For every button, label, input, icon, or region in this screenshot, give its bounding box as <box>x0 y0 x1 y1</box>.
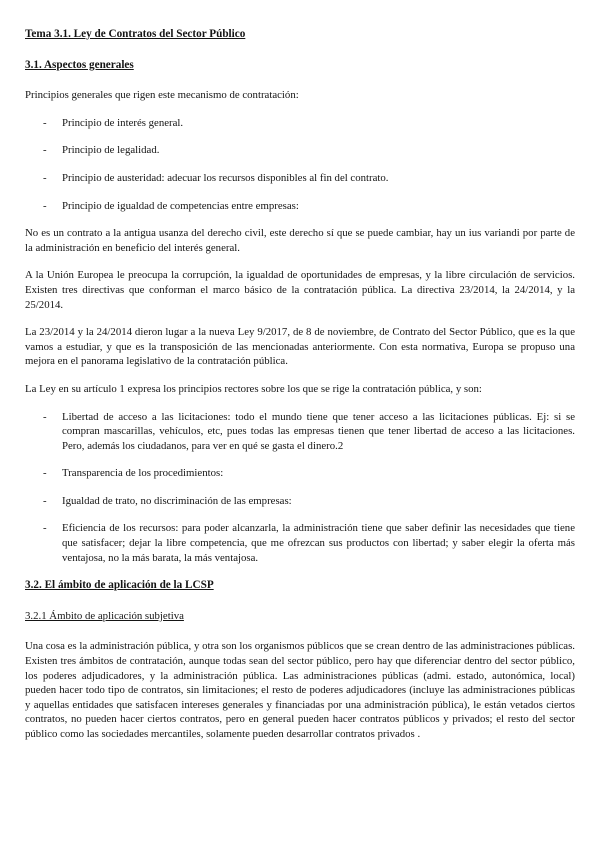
paragraph-principios-intro: Principios generales que rigen este mecanismo de contratación: <box>25 89 299 102</box>
list-principios-generales <box>25 116 575 213</box>
list-item: - Igualdad de trato, no discriminación de las empresas: <box>25 494 575 509</box>
subheading-ambito-subjetiva: 3.2.1 Ámbito de aplicación subjetiva <box>25 609 184 622</box>
paragraph-union-europea: A la Unión Europea le preocupa la corrupción, la igualdad de oportunidades de empresas, y la libre circulación de servicios. Existen tres directivas que conforman el marco básico de la contratación pública. La directiva 23/2014, la 24/2014, y la 25/2014. <box>25 269 575 311</box>
paragraph-ley-9-2017: La 23/2014 y la 24/2014 dieron lugar a la nueva Ley 9/2017, de 8 de noviembre, de Contrato del Sector Público, que es la que vamos a estudiar, y que es la transposición de las mencionadas anteriormente. Con esta normativa, Europa se propuso una mejora en el panorama legislativo de la contratación pública. <box>25 326 575 368</box>
list-item: - Principio de legalidad. <box>25 143 575 158</box>
document-title: Tema 3.1. Ley de Contratos del Sector Público <box>25 28 246 40</box>
section-heading-ambito-lcsp: 3.2. El ámbito de aplicación de la LCSP <box>25 579 214 592</box>
section-heading-aspectos-generales: 3.1. Aspectos generales <box>25 58 134 71</box>
list-principios-rectores <box>25 410 575 566</box>
paragraph-ambito-subjetiva: Una cosa es la administración pública, y otra son los organismos públicos que se crean dentro de las administraciones públicas. Existen tres ámbitos de contratación, aunque todas sean del sector público, pero hay que diferenciar dentro del sector público, los poderes adjudicadores, y la administración pública. Las administraciones públicas (admi. estado, autonómica, local) pueden hacer todo tipo de contratos, sin limitaciones; el resto de poderes adjudicadores (incluye las administraciones públicas y aquellas entidades que satisfacen intereses generales y financiadas por una administración pública), le están vetados ciertos contratos, no pueden hacer ciertos contratos, pero en general pueden hacer contratos públicos y privados; el resto del sector público como las sociedades mercantiles, solamente pueden desarrollar contratos privados . <box>25 640 575 740</box>
list-item: - Transparencia de los procedimientos: <box>25 466 575 481</box>
list-item: - Libertad de acceso a las licitaciones: todo el mundo tiene que tener acceso a las licitaciones públicas. Ej: si se compran mascarillas, vehículos, etc, pues todas las empresas tienen que tener libertad de acceso a las licitaciones. Pero, además los ciudadanos, para ver en qué se gasta el dinero.2 <box>25 410 575 454</box>
paragraph-ius-variandi: No es un contrato a la antigua usanza del derecho civil, este derecho sí que se puede cambiar, hay un ius variandi por parte de la administración en beneficio del interés general. <box>25 227 575 254</box>
paragraph-articulo-1: La Ley en su artículo 1 expresa los principios rectores sobre los que se rige la contratación pública, y son: <box>25 382 482 395</box>
list-item: - Principio de interés general. <box>25 116 575 131</box>
list-item: - Principio de igualdad de competencias entre empresas: <box>25 199 575 214</box>
list-item: - Eficiencia de los recursos: para poder alcanzarla, la administración tiene que saber definir las necesidades que tiene que satisfacer; dejar la libre competencia, que me ofrezcan sus productos con libertad; y saber elegir la oferta más ventajosa, no la más barata, la más ventajosa. <box>25 521 575 565</box>
list-item: - Principio de austeridad: adecuar los recursos disponibles al fin del contrato. <box>25 171 575 186</box>
